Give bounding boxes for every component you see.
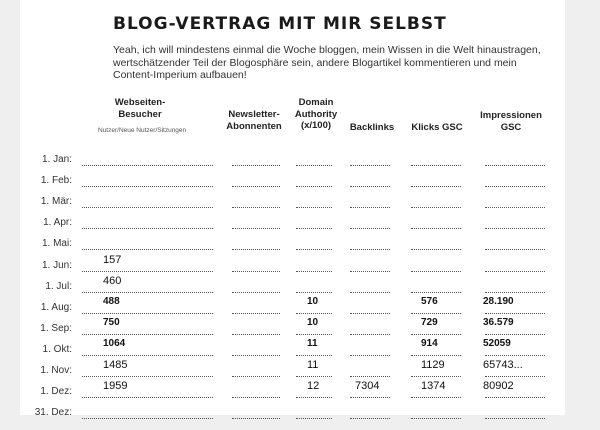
fill-line-visitors[interactable] — [82, 186, 213, 187]
header-domain-authority: Domain Authority (x/100) — [294, 97, 338, 131]
value-visitors: 1959 — [103, 380, 128, 393]
header-impressions: Impressionen GSC — [480, 110, 542, 133]
row-label: 1. Okt: — [42, 343, 72, 355]
fill-line-clicks[interactable] — [411, 207, 461, 208]
fill-line-newsletter[interactable] — [232, 376, 280, 377]
row-label: 1. Sep: — [40, 322, 72, 334]
fill-line-newsletter[interactable] — [232, 292, 280, 293]
value-da: 10 — [307, 316, 319, 328]
fill-line-impressions[interactable] — [485, 313, 545, 314]
fill-line-visitors[interactable] — [82, 313, 213, 314]
fill-line-visitors[interactable] — [82, 165, 213, 166]
fill-line-da[interactable] — [296, 397, 332, 398]
fill-line-impressions[interactable] — [485, 186, 545, 187]
fill-line-da[interactable] — [296, 334, 332, 335]
row-label: 1. Apr: — [43, 217, 72, 229]
fill-line-visitors[interactable] — [82, 418, 213, 419]
fill-line-da[interactable] — [296, 418, 332, 419]
value-impressions: 36.579 — [483, 316, 514, 328]
fill-line-newsletter[interactable] — [232, 186, 280, 187]
fill-line-newsletter[interactable] — [232, 207, 280, 208]
fill-line-clicks[interactable] — [411, 271, 461, 272]
value-visitors: 460 — [103, 274, 122, 287]
header-newsletter: Newsletter-Abonnenten — [226, 109, 282, 132]
row-label: 1. Mai: — [41, 238, 72, 250]
fill-line-impressions[interactable] — [485, 334, 545, 335]
fill-line-visitors[interactable] — [82, 228, 213, 229]
value-backlinks: 7304 — [355, 380, 380, 393]
fill-line-visitors[interactable] — [82, 397, 213, 398]
fill-line-impressions[interactable] — [485, 418, 545, 419]
fill-line-backlinks[interactable] — [350, 313, 390, 314]
fill-line-impressions[interactable] — [485, 355, 545, 356]
fill-line-visitors[interactable] — [82, 334, 213, 335]
fill-line-clicks[interactable] — [411, 355, 461, 356]
value-clicks: 1374 — [421, 380, 446, 393]
value-impressions: 65743... — [483, 359, 523, 371]
row-label: 1. Dez: — [40, 386, 72, 398]
page-title: BLOG-VERTRAG MIT MIR SELBST — [113, 14, 447, 34]
fill-line-clicks[interactable] — [411, 313, 461, 314]
row-label: 1. Jan: — [41, 154, 72, 165]
fill-line-clicks[interactable] — [411, 292, 461, 293]
row-label: 1. Aug: — [40, 301, 72, 313]
value-da: 10 — [307, 295, 319, 307]
fill-line-visitors[interactable] — [82, 376, 213, 377]
value-clicks: 729 — [421, 316, 438, 328]
value-clicks: 1129 — [421, 359, 445, 371]
fill-line-backlinks[interactable] — [350, 186, 390, 187]
value-impressions: 52059 — [483, 337, 511, 349]
fill-line-backlinks[interactable] — [350, 397, 390, 398]
fill-line-clicks[interactable] — [411, 228, 461, 229]
header-clicks: Klicks GSC — [411, 122, 463, 133]
fill-line-backlinks[interactable] — [350, 376, 390, 377]
header-backlinks: Backlinks — [349, 122, 395, 133]
fill-line-backlinks[interactable] — [350, 271, 390, 272]
fill-line-backlinks[interactable] — [350, 228, 390, 229]
fill-line-da[interactable] — [296, 207, 332, 208]
fill-line-newsletter[interactable] — [232, 249, 280, 250]
fill-line-newsletter[interactable] — [232, 334, 280, 335]
row-label: 31. Dez: — [34, 407, 72, 419]
fill-line-impressions[interactable] — [485, 207, 545, 208]
value-impressions: 28.190 — [483, 295, 514, 307]
value-visitors: 488 — [103, 295, 120, 307]
fill-line-clicks[interactable] — [411, 186, 461, 187]
fill-line-newsletter[interactable] — [232, 271, 280, 272]
value-da: 11 — [307, 337, 318, 349]
value-da: 11 — [307, 359, 319, 371]
row-label: 1. Feb: — [40, 175, 72, 187]
value-visitors: 157 — [103, 253, 122, 266]
fill-line-backlinks[interactable] — [350, 249, 390, 250]
value-clicks: 914 — [421, 337, 438, 349]
value-visitors: 1064 — [103, 337, 126, 349]
fill-line-da[interactable] — [296, 249, 332, 250]
intro-paragraph: Yeah, ich will mindestens einmal die Woche bloggen, mein Wissen in die Welt hinaustragen, wertschätzender Teil der Blogosphäre sein, andere Blogartikel kommentieren und mein Content-Imperium aufbauen! — [113, 44, 541, 81]
fill-line-clicks[interactable] — [411, 397, 461, 398]
header-visitors: Webseiten-Besucher — [114, 97, 166, 120]
fill-line-clicks[interactable] — [411, 334, 461, 335]
fill-line-impressions[interactable] — [485, 271, 545, 272]
fill-line-impressions[interactable] — [485, 165, 545, 166]
row-label: 1. Nov: — [40, 365, 72, 376]
fill-line-newsletter[interactable] — [232, 313, 280, 314]
fill-line-visitors[interactable] — [82, 207, 213, 208]
value-impressions: 80902 — [483, 380, 514, 393]
fill-line-newsletter[interactable] — [232, 418, 280, 419]
header-visitors-sub: Nutzer/Neue Nutzer/Sitzungen — [98, 127, 187, 134]
fill-line-impressions[interactable] — [485, 249, 545, 250]
fill-line-visitors[interactable] — [82, 355, 213, 356]
fill-line-impressions[interactable] — [485, 397, 545, 398]
row-label: 1. Mär: — [40, 196, 72, 208]
row-label: 1. Jul: — [45, 280, 72, 292]
fill-line-clicks[interactable] — [411, 376, 461, 377]
fill-line-da[interactable] — [296, 165, 332, 166]
fill-line-newsletter[interactable] — [232, 228, 280, 229]
fill-line-backlinks[interactable] — [350, 207, 390, 208]
value-visitors: 1485 — [103, 359, 128, 371]
fill-line-newsletter[interactable] — [232, 165, 280, 166]
fill-line-clicks[interactable] — [411, 249, 461, 250]
fill-line-visitors[interactable] — [82, 292, 213, 293]
fill-line-clicks[interactable] — [411, 418, 461, 419]
fill-line-backlinks[interactable] — [350, 334, 390, 335]
fill-line-da[interactable] — [296, 376, 332, 377]
fill-line-clicks[interactable] — [411, 165, 461, 166]
fill-line-backlinks[interactable] — [350, 292, 390, 293]
value-visitors: 750 — [103, 316, 120, 328]
fill-line-da[interactable] — [296, 186, 332, 187]
row-label: 1. Jun: — [41, 259, 72, 271]
fill-line-visitors[interactable] — [82, 271, 213, 272]
fill-line-backlinks[interactable] — [350, 355, 390, 356]
fill-line-da[interactable] — [296, 313, 332, 314]
fill-line-da[interactable] — [296, 228, 332, 229]
fill-line-da[interactable] — [296, 292, 332, 293]
fill-line-visitors[interactable] — [82, 249, 213, 250]
fill-line-impressions[interactable] — [485, 228, 545, 229]
fill-line-backlinks[interactable] — [350, 418, 390, 419]
fill-line-backlinks[interactable] — [350, 165, 390, 166]
fill-line-da[interactable] — [296, 271, 332, 272]
value-da: 12 — [307, 380, 320, 393]
fill-line-newsletter[interactable] — [232, 355, 280, 356]
fill-line-da[interactable] — [296, 355, 332, 356]
fill-line-impressions[interactable] — [485, 292, 545, 293]
fill-line-impressions[interactable] — [485, 376, 545, 377]
value-clicks: 576 — [421, 295, 438, 307]
fill-line-newsletter[interactable] — [232, 397, 280, 398]
